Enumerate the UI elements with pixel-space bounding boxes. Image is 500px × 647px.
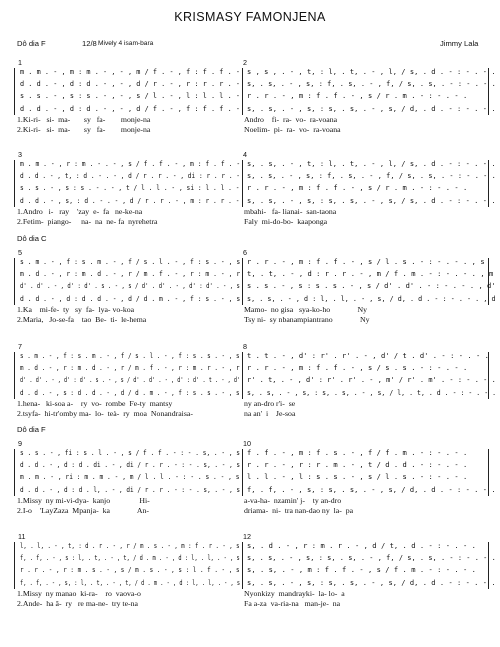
solfa-voice-line: f . f . - , m : f . s . - , f / f . m . - : - . - . bbox=[247, 448, 468, 457]
lyric-line: 2.Maria, Jo-se-fa tao Be- ti- le-hema bbox=[17, 314, 147, 324]
lyric-line: ny an-dro r'i- se bbox=[244, 398, 296, 408]
key-change-label: Dô dia F bbox=[17, 425, 46, 434]
barline bbox=[242, 542, 243, 589]
barline bbox=[242, 68, 243, 115]
solfa-voice-line: d . d . - , d : d . di . - , di / r . r . - : - . s, . - , s bbox=[20, 460, 241, 470]
solfa-voice-line: s, . s, . - , s, : s, . s, . - , s, / l, . t, . d . - : - . - . bbox=[247, 387, 497, 397]
solfa-voice-line: s . s . - , s : s . - , - , s / l . - , l : l . l . - bbox=[20, 91, 241, 101]
lyric-line: Tsy ni- sy nbanampiantrano Ny bbox=[244, 314, 370, 324]
solfa-voice-line: m . d . - , r : m . d . - , r / m . f . - , r : m . - , r bbox=[20, 269, 241, 279]
lyric-line: driama- ni- tra nan-dao ny la- pa bbox=[244, 505, 354, 515]
barline bbox=[242, 449, 243, 496]
measure-number: 4 bbox=[243, 150, 247, 159]
system-bracket bbox=[14, 68, 15, 115]
solfa-voice-line: r . r . - , m : f . f . - , s / l . s . - : - . - . , s bbox=[247, 257, 485, 266]
lyric-line: Nyonkizy mandrayki- la- lo- a bbox=[244, 588, 345, 598]
solfa-voice-line: d . d . - , d : d . d . - , d / d . m . - , f : s . - , s bbox=[20, 293, 241, 303]
score-title: KRISMASY FAMONJENA bbox=[174, 10, 326, 24]
solfa-voice-line: d . d . - , s : d . d . - , d / d . m . - , f : s . s . - , s bbox=[20, 387, 240, 397]
solfa-voice-line: s, . s, . - , s, : f, . s, . - , f, / s, . s, . - : - . - . bbox=[247, 79, 496, 89]
key-signature: Dô dia F bbox=[17, 39, 46, 48]
solfa-voice-line: d' . d' . - , d' : d' . s . - , s / d' . d' . - , d' : d' . t . - , d' bbox=[20, 375, 241, 385]
solfa-voice-line: d . d . - , d : d . - , - , d / f . - , f : f . f . - bbox=[20, 103, 241, 113]
solfa-voice-line: s . m . - , f : s . m . - , f / s . l . - , f : s . - , s bbox=[20, 257, 241, 266]
solfa-voice-line: r' . t, . - , d' : r' . r' . - , m' / r' . m' . - : - . - . bbox=[247, 375, 496, 385]
solfa-voice-line: d . d . - , d : d . l, . - , di / r . r . - : - . s, . - , s bbox=[20, 484, 241, 494]
composer-name: Jimmy Lala bbox=[440, 39, 479, 48]
measure-number: 8 bbox=[243, 342, 247, 351]
solfa-voice-line: s , s , . - , t, : l, . t, . - , l, / s, . d . - : - . - . bbox=[247, 67, 496, 76]
measure-number: 1 bbox=[18, 58, 22, 67]
barline bbox=[242, 160, 243, 207]
barline bbox=[242, 258, 243, 305]
lyric-line: 1.Missy ny manao ki-ra- ro vaova-o bbox=[17, 588, 141, 598]
solfa-voice-line: s, . s, . - , t, : l, . t, . - , l, / s, . d . - : - . - . bbox=[247, 159, 496, 168]
lyric-line: 2.Fetim- piango- na- na ne- fa nyrehetra bbox=[17, 216, 158, 226]
solfa-voice-line: s . s . - , s : s . - . - , t / l . l . - , si : l . l . - bbox=[20, 183, 240, 193]
solfa-voice-line: m . m . - , ri : m . m . - , m / l . l . - : - . s . - , s bbox=[20, 472, 240, 482]
lyric-line: 2.Ki-ri- si- ma- sy fa- monje-na bbox=[17, 124, 151, 134]
lyric-line: Noelim- pi- ra- vo- ra-voana bbox=[244, 124, 341, 134]
solfa-voice-line: t . t . - , d' : r' . r' . - , d' / t . d' . - : - . - . bbox=[247, 351, 489, 360]
measure-number: 3 bbox=[18, 150, 22, 159]
measure-number: 12 bbox=[243, 532, 251, 541]
solfa-voice-line: r . r . - , m : f . f . - , s / s . s . - : - . - . bbox=[247, 363, 468, 373]
solfa-voice-line: f, . f, . - , s, : s, . s, . - , s, / d, . d . - : - . - . bbox=[247, 484, 496, 494]
solfa-voice-line: s, . s, . - , s, : s, . s, . - , f, / s, . s, . - : - . - . bbox=[247, 553, 496, 563]
solfa-voice-line: s, . s, . - , d : l, . l, . - , s, / d, . d . - : - . - . , d bbox=[247, 293, 496, 303]
solfa-voice-line: s, . s, . - , s, : s, . s, . - , s, / s, . d . - : - . - . bbox=[247, 195, 496, 205]
solfa-voice-line: m . d . - , r : m . d . - , r / m . f . - , r : m . r . - , r bbox=[20, 363, 240, 373]
lyric-line: 1.Ka mi-fe- ty sy fa- lya- vo-koa bbox=[17, 304, 135, 314]
measure-number: 11 bbox=[18, 532, 26, 541]
system-bracket bbox=[14, 542, 15, 589]
lyric-line: 1.hena- ki-soa a- ry vo- rombe Fe-ty mantsy bbox=[17, 398, 173, 408]
lyric-line: Faly mi-do-bo- kaaponga bbox=[244, 216, 328, 226]
solfa-voice-line: s . s . - , fi : s . l . - , s / f . f . - : - . s, . - , s bbox=[20, 448, 241, 457]
solfa-voice-line: d' . d' . - , d' : d' . s . - , s / d' . d' . - , d' : d' . - , s bbox=[20, 281, 240, 291]
system-bracket bbox=[14, 352, 15, 399]
solfa-voice-line: s . s . - , s : s . s . - , s / d' . d' . - : - . - . , d' bbox=[247, 281, 496, 291]
measure-number: 10 bbox=[243, 439, 251, 448]
lyric-line: 1.Missy ny mi-vi-dya- kanjo Hi- bbox=[17, 495, 150, 505]
solfa-voice-line: r . r . - , m : f . f . - , s / r . m . - : - . - . bbox=[247, 91, 468, 101]
lyric-line: 1.Ki-ri- si- ma- sy fa- monje-na bbox=[17, 114, 151, 124]
measure-number: 5 bbox=[18, 248, 22, 257]
lyric-line: 1.Andro i- ray 'zay e- fa ne-ke-na bbox=[17, 206, 143, 216]
solfa-voice-line: m . m . - , r : m . - . - , s / f . f . - , m : f . f . - bbox=[20, 159, 241, 168]
solfa-voice-line: r . r . - , r : m . s . - , s / m . s . - , s : l . f . - , s bbox=[20, 565, 240, 575]
system-bracket bbox=[14, 258, 15, 305]
measure-number: 6 bbox=[243, 248, 247, 257]
solfa-voice-line: t, . t, . - , d : r . r . - , m / f . m . - : - . - . , m bbox=[247, 269, 494, 279]
solfa-voice-line: l, . l, . - , t, : d . r . - , r / m . s . - , m : f . r . - , s bbox=[20, 541, 240, 550]
lyric-line: a-va-ha- nzamin' j- ty an-dro bbox=[244, 495, 342, 505]
solfa-voice-line: l . l . - , l : s . s . - , s / l . s . - : - . - . bbox=[247, 472, 468, 482]
solfa-voice-line: d . d . - , t, : d . - . - , d / r . r . - , di : r . r . - bbox=[20, 171, 241, 181]
measure-number: 9 bbox=[18, 439, 22, 448]
solfa-voice-line: f, . f, . - , s, : l, . t, . - , t, / d . m . - , d : l, . l, . - , s bbox=[20, 577, 241, 587]
solfa-voice-line: s, . s, . - , s, : f, . s, . - , f, / s, . s, . - : - . - . bbox=[247, 171, 496, 181]
time-signature: 12/8 bbox=[82, 39, 97, 48]
tempo-marking: Mively 4 isam-bara bbox=[98, 40, 154, 47]
system-bracket bbox=[14, 449, 15, 496]
system-bracket bbox=[14, 160, 15, 207]
lyric-line: 2.I-o 'LayZaza Mpanja- ka An- bbox=[17, 505, 149, 515]
solfa-voice-line: s, . s, . - , s, : s, . s, . - , s, / d, . d . - : - . - . bbox=[247, 577, 496, 587]
lyric-line: 2.tsyfa- hi-tr'omby ma- lo- teà- ry moa Nonandraisa- bbox=[17, 408, 193, 418]
measure-number: 7 bbox=[18, 342, 22, 351]
solfa-voice-line: s, . s, . - , s, : s, . s, . - , s, / d, . d . - : - . - . bbox=[247, 103, 496, 113]
lyric-line: Fa a-za va-ria-na man-je- na bbox=[244, 598, 341, 608]
lyric-line: mbahi- fa- lianai- san-taona bbox=[244, 206, 337, 216]
solfa-voice-line: f, . f, . - , s : l, . t, . - , t, / d . m . - , d : l, . l, . - , s bbox=[20, 553, 240, 563]
solfa-voice-line: s, . s, . - , m : f . f . - , s / f . m . - : - . - . bbox=[247, 565, 477, 575]
solfa-voice-line: d . d . - , d : d . - , - , d / r . - , r : r . r . - bbox=[20, 79, 241, 89]
lyric-line: Mamo- no gisa sya-ko-ho Ny bbox=[244, 304, 368, 314]
solfa-voice-line: s, . d . - , r : m . r . - , d / t, . d . - : - . - . bbox=[247, 541, 477, 550]
lyric-line: Andro fi- ra- vo- ra-voana bbox=[244, 114, 338, 124]
solfa-voice-line: s . m . - , f : s . m . - , f / s . l . - , f : s . s . - , s bbox=[20, 351, 240, 360]
solfa-voice-line: m . m . - , m : m . - , - , m / f . - , f : f . f . - bbox=[20, 67, 241, 76]
lyric-line: 2.Ande- ha â- ry re ma-ne- try te-na bbox=[17, 598, 139, 608]
lyric-line: na an' i Je-soa bbox=[244, 408, 296, 418]
solfa-voice-line: r . r . - , m : f . f . - , s / r . m . - : - . - . bbox=[247, 183, 468, 193]
key-change-label: Dô dia C bbox=[17, 234, 47, 243]
measure-number: 2 bbox=[243, 58, 247, 67]
barline bbox=[242, 352, 243, 399]
solfa-voice-line: d . d . - , s, : d . - . - , d / r . r . - , m : r . r . - bbox=[20, 195, 240, 205]
solfa-voice-line: r . r . - , r : r . m . - , t / d . d . - : - . - . bbox=[247, 460, 468, 470]
